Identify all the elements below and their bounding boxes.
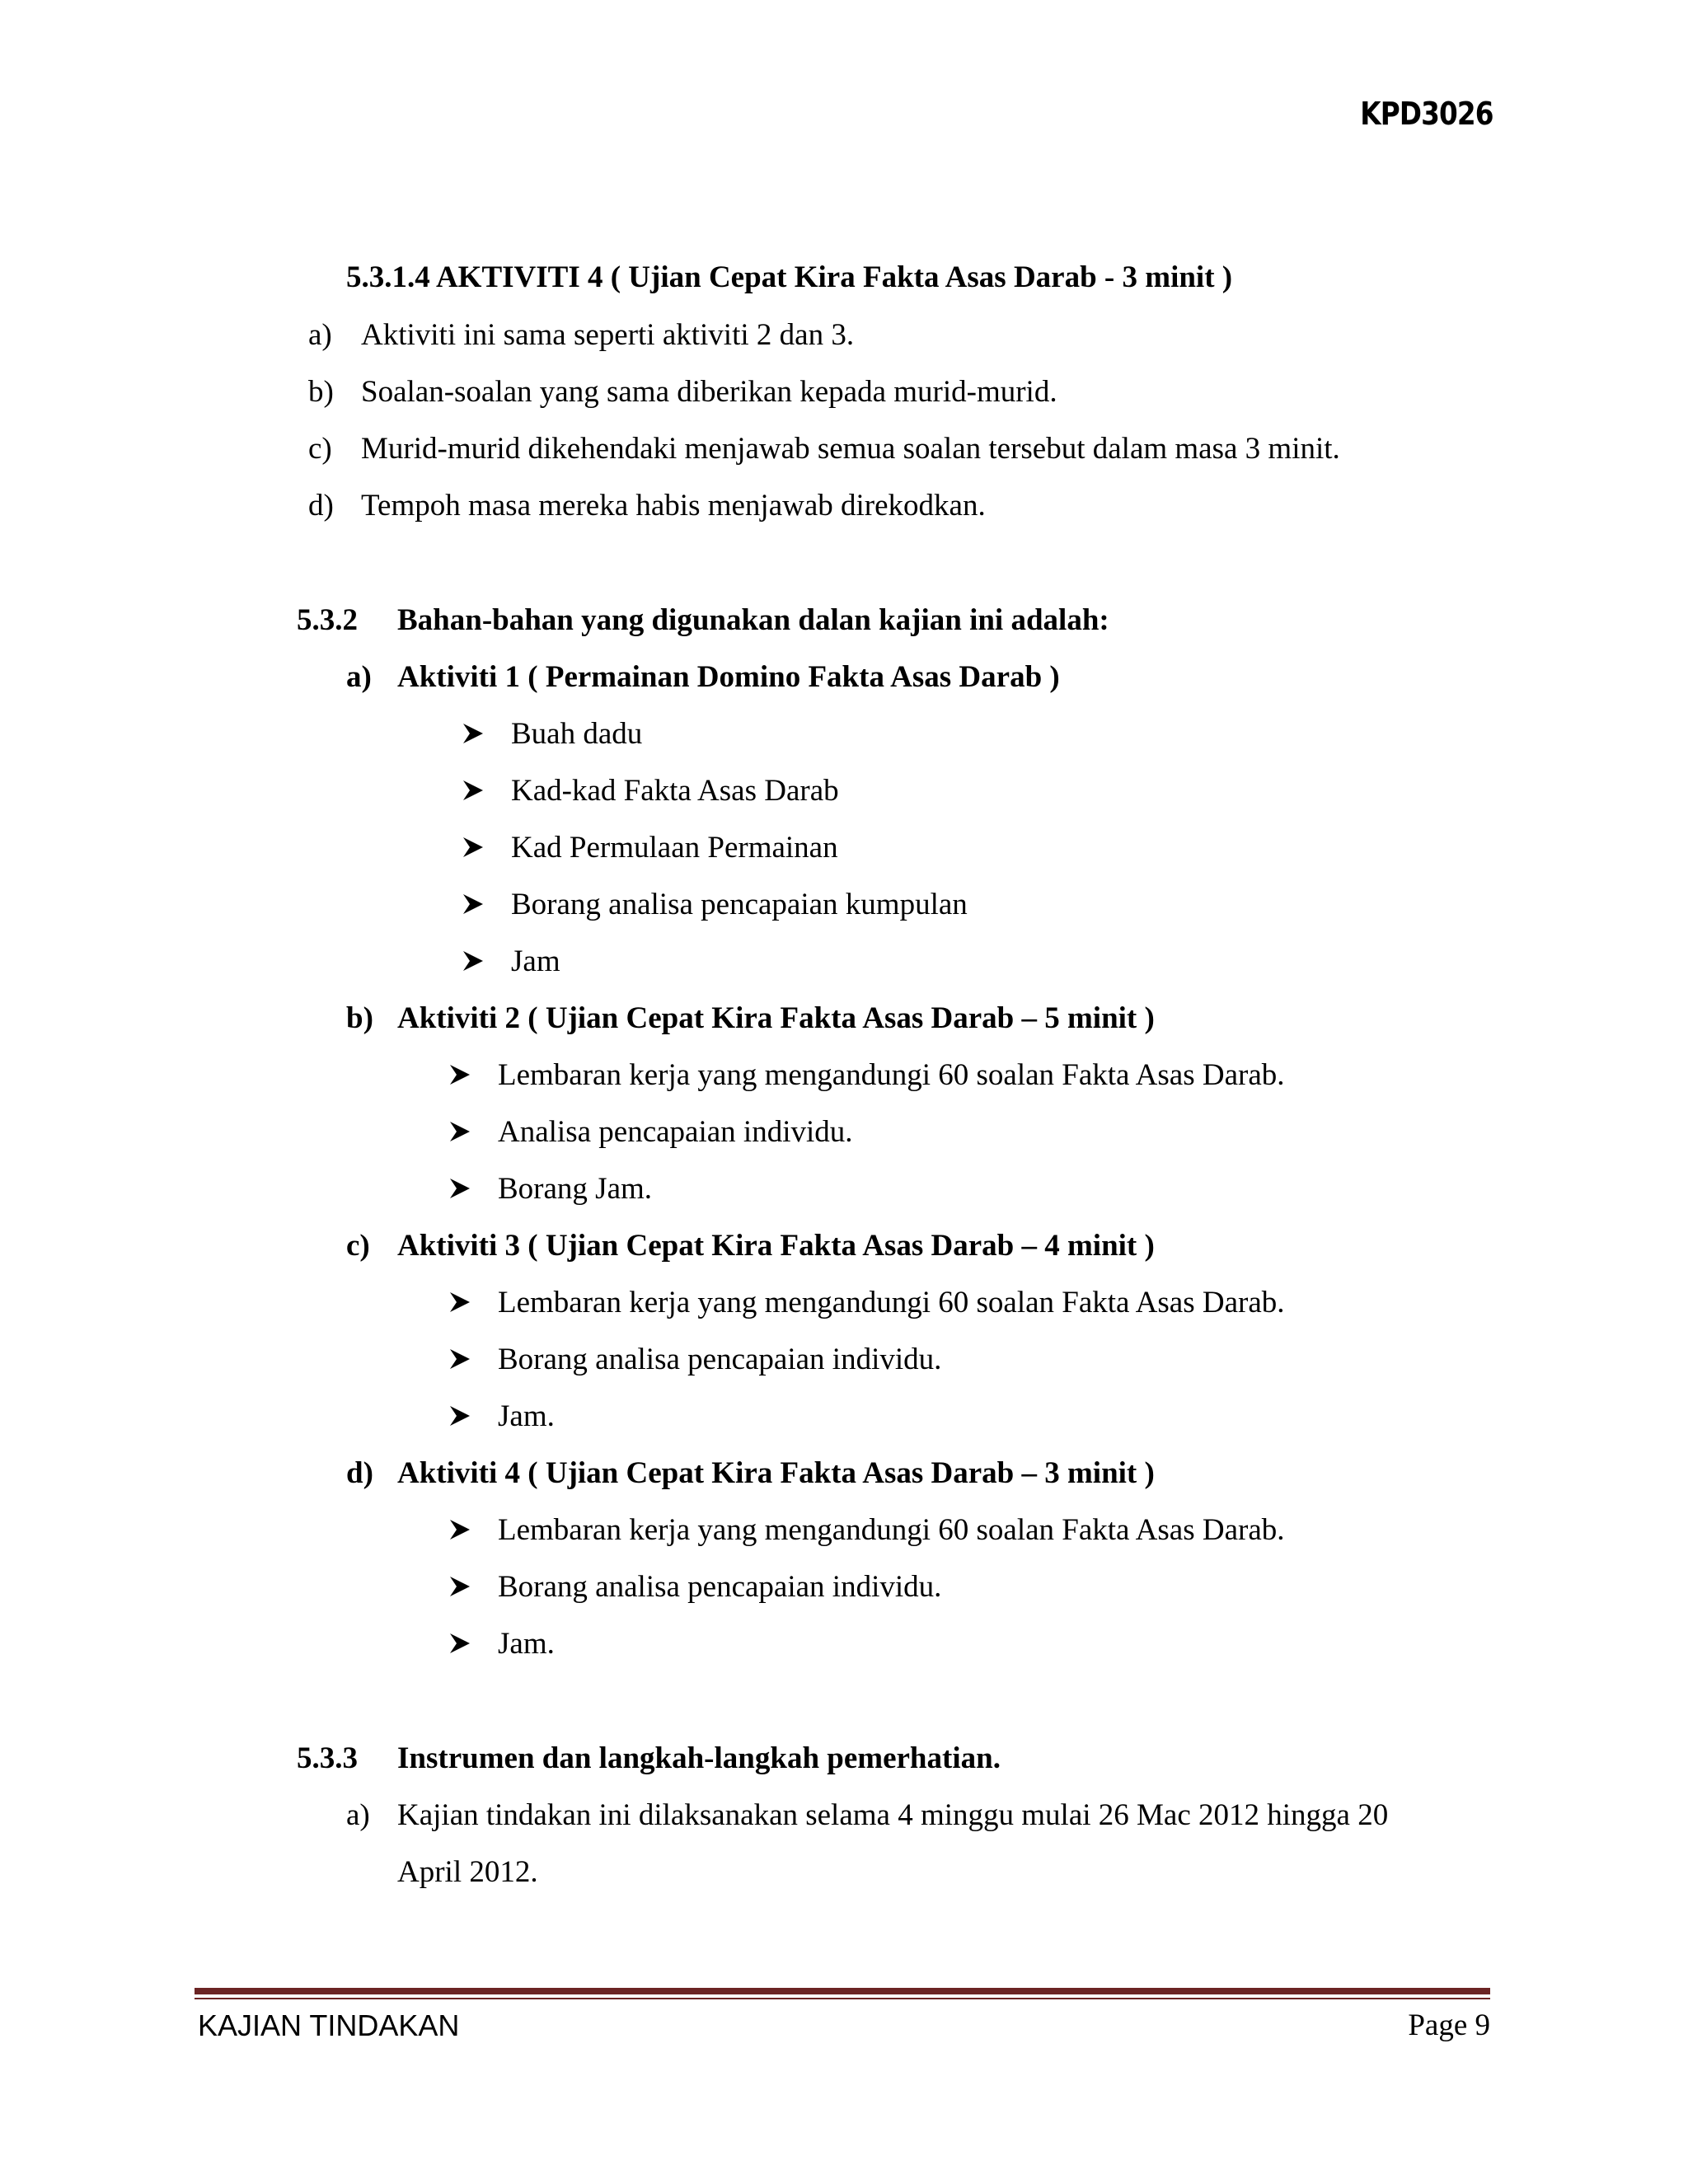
- group-title: Aktiviti 1 ( Permainan Domino Fakta Asas Darab ): [397, 660, 1060, 694]
- list-item: Aktiviti ini sama seperti aktiviti 2 dan 3.: [361, 318, 855, 352]
- arrow-bullet-icon: [448, 1177, 473, 1200]
- list-item: Jam.: [498, 1627, 555, 1661]
- footer-title: KAJIAN TINDAKAN: [198, 2008, 460, 2042]
- list-item: Lembaran kerja yang mengandungi 60 soalan Fakta Asas Darab.: [498, 1058, 1285, 1092]
- arrow-bullet-icon: [448, 1063, 473, 1086]
- arrow-bullet-icon: [448, 1404, 473, 1427]
- list-marker: b): [308, 375, 334, 409]
- list-marker: a): [308, 318, 332, 352]
- page-number: Page 9: [1408, 2008, 1490, 2042]
- section-533-title: Instrumen dan langkah-langkah pemerhatian.: [397, 1741, 1001, 1775]
- list-item: Borang analisa pencapaian individu.: [498, 1343, 942, 1376]
- list-item: Jam: [511, 944, 560, 978]
- list-item: Borang analisa pencapaian kumpulan: [511, 888, 968, 921]
- list-item: Murid-murid dikehendaki menjawab semua soalan tersebut dalam masa 3 minit.: [361, 432, 1340, 466]
- group-title: Aktiviti 4 ( Ujian Cepat Kira Fakta Asas Darab – 3 minit ): [397, 1456, 1155, 1490]
- arrow-bullet-icon: [462, 722, 486, 745]
- section-5314-heading: 5.3.1.4 AKTIVITI 4 ( Ujian Cepat Kira Fakta Asas Darab - 3 minit ): [346, 260, 1233, 294]
- group-marker: b): [346, 1001, 373, 1035]
- arrow-bullet-icon: [448, 1291, 473, 1314]
- list-item: Borang Jam.: [498, 1172, 653, 1206]
- list-item: Lembaran kerja yang mengandungi 60 soalan Fakta Asas Darab.: [498, 1286, 1285, 1319]
- section-532-title: Bahan-bahan yang digunakan dalan kajian ini adalah:: [397, 603, 1109, 637]
- list-item: Kad-kad Fakta Asas Darab: [511, 774, 839, 808]
- list-item: Tempoh masa mereka habis menjawab direkodkan.: [361, 489, 986, 523]
- list-marker: c): [308, 432, 332, 466]
- list-item: Jam.: [498, 1399, 555, 1433]
- list-item-continuation: April 2012.: [397, 1855, 538, 1889]
- footer-divider: [195, 1988, 1490, 1994]
- section-532-number: 5.3.2: [297, 603, 358, 637]
- footer-divider-thin: [195, 1998, 1490, 1999]
- group-title: Aktiviti 2 ( Ujian Cepat Kira Fakta Asas Darab – 5 minit ): [397, 1001, 1155, 1035]
- arrow-bullet-icon: [448, 1518, 473, 1541]
- list-item: Soalan-soalan yang sama diberikan kepada murid-murid.: [361, 375, 1057, 409]
- list-item: Buah dadu: [511, 717, 643, 751]
- course-code: KPD3026: [1360, 96, 1493, 132]
- group-marker: d): [346, 1456, 373, 1490]
- arrow-bullet-icon: [462, 836, 486, 859]
- list-item: Kajian tindakan ini dilaksanakan selama 4 minggu mulai 26 Mac 2012 hingga 20: [397, 1798, 1389, 1832]
- arrow-bullet-icon: [448, 1347, 473, 1371]
- group-title: Aktiviti 3 ( Ujian Cepat Kira Fakta Asas Darab – 4 minit ): [397, 1229, 1155, 1263]
- arrow-bullet-icon: [462, 893, 486, 916]
- list-marker: a): [346, 1798, 370, 1832]
- list-item: Analisa pencapaian individu.: [498, 1115, 853, 1149]
- list-item: Kad Permulaan Permainan: [511, 831, 838, 865]
- list-item: Borang analisa pencapaian individu.: [498, 1570, 942, 1604]
- group-marker: c): [346, 1229, 370, 1263]
- arrow-bullet-icon: [448, 1632, 473, 1655]
- list-marker: d): [308, 489, 334, 523]
- arrow-bullet-icon: [448, 1120, 473, 1143]
- arrow-bullet-icon: [462, 779, 486, 802]
- group-marker: a): [346, 660, 372, 694]
- arrow-bullet-icon: [448, 1575, 473, 1598]
- list-item: Lembaran kerja yang mengandungi 60 soalan Fakta Asas Darab.: [498, 1513, 1285, 1547]
- arrow-bullet-icon: [462, 949, 486, 972]
- section-533-number: 5.3.3: [297, 1741, 358, 1775]
